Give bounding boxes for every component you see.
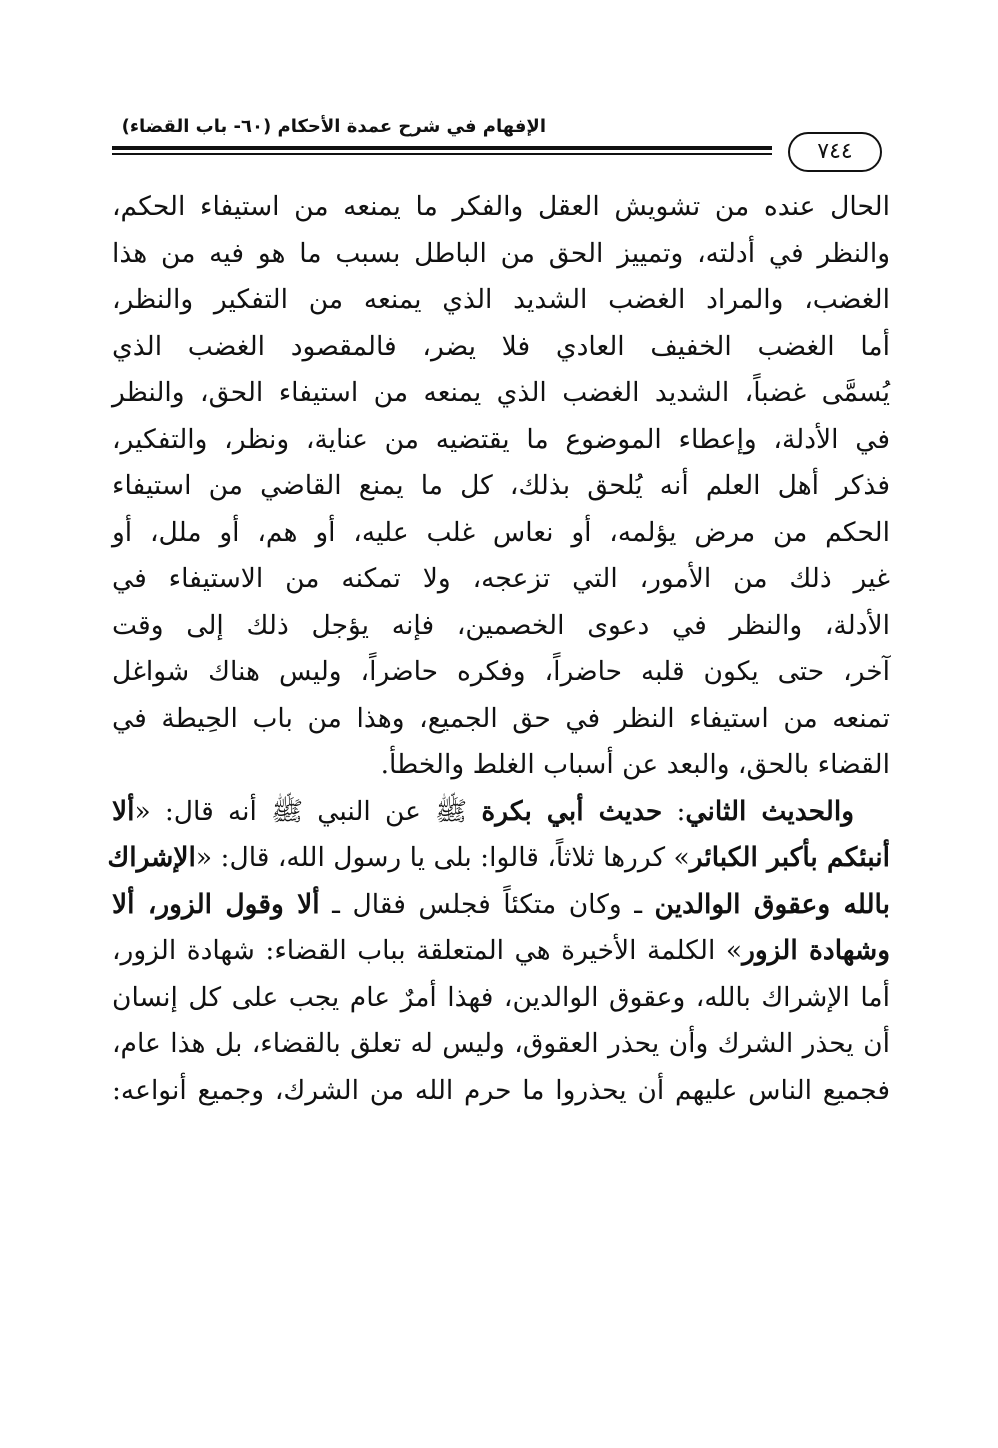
text-line: الغضب، والمراد الغضب الشديد الذي يمنعه من التفكير والنظر، — [112, 284, 890, 315]
text-line — [112, 928, 890, 975]
text-line — [112, 882, 890, 929]
text-segment: » كررها ثلاثاً، قالوا: بلى يا رسول الله، قال: « — [195, 842, 690, 873]
text-line: والنظر في أدلته، وتمييز الحق من الباطل بسبب ما هو فيه من هذا — [112, 237, 890, 269]
bold-text: ألا وقول الزور، ألا — [112, 888, 320, 920]
running-header — [112, 110, 890, 180]
text-segment: ﷺ عن النبي ﷺ أنه قال: « — [134, 795, 482, 827]
bold-text: وشهادة الزور — [742, 935, 890, 966]
text-line: الحال عنده من تشويش العقل والفكر ما يمنعه من استيفاء الحكم، — [112, 191, 890, 222]
bold-text: والحديث الثاني — [685, 795, 854, 827]
bold-text: حديث أبي بكرة — [481, 795, 663, 827]
text-line: غير ذلك من الأمور، التي تزعجه، ولا تمكنه من الاستيفاء في — [112, 563, 890, 594]
text-line: الحكم من مرض يؤلمه، أو نعاس غلب عليه، أو هم، أو ملل، أو — [112, 516, 890, 548]
text-line: الأدلة، والنظر في دعوى الخصمين، فإنه يؤجل ذلك إلى وقت — [112, 609, 890, 641]
text-line-hadith-intro — [112, 789, 890, 836]
text-line: القضاء بالحق، والبعد عن أسباب الغلط والخطأ. — [380, 749, 890, 780]
text-segment: ـ وكان متكئاً فجلس فقال ـ — [319, 888, 655, 920]
text-line: يُسمَّى غضباً، الشديد الغضب الذي يمنعه من استيفاء الحق، والنظر — [112, 377, 890, 408]
text-line: تمنعه من استيفاء النظر في حق الجميع، وهذا من باب الحِيطة في — [112, 702, 890, 734]
bold-text: ألا — [112, 795, 135, 827]
text-line: أما الإشراك بالله، وعقوق الوالدين، فهذا أمرٌ عام يجب على كل إنسان — [112, 981, 890, 1013]
text-line: آخر، حتى يكون قلبه حاضراً، وفكره حاضراً، وليس هناك شواغل — [112, 656, 890, 687]
text-segment: : — [662, 795, 686, 827]
header-title: الإفهام في شرح عمدة الأحكام (٦٠- باب القضاء) — [121, 116, 546, 137]
text-segment: » الكلمة الأخيرة هي المتعلقة بباب القضاء: شهادة الزور، — [112, 935, 743, 966]
body-text — [107, 184, 890, 1114]
text-line: أن يحذر الشرك وأن يحذر العقوق، وليس له تعلق بالقضاء، بل هذا عام، — [112, 1028, 890, 1059]
bold-text: الإشراك — [107, 842, 196, 873]
bold-text: بالله وعقوق الوالدين — [654, 888, 890, 920]
header-rule-thin — [112, 153, 772, 155]
text-line: أما الغضب الخفيف العادي فلا يضر، فالمقصود الغضب الذي — [112, 330, 890, 362]
page-number: ٧٤٤ — [788, 132, 882, 172]
text-line: فجميع الناس عليهم أن يحذروا ما حرم الله من الشرك، وجميع أنواعه: — [112, 1074, 890, 1106]
text-line: فذكر أهل العلم أنه يُلحق بذلك، كل ما يمنع القاضي من استيفاء — [112, 470, 890, 501]
bold-text: أنبئكم بأكبر الكبائر — [689, 842, 890, 873]
text-line — [107, 835, 890, 882]
header-rule-thick — [112, 146, 772, 150]
text-line: في الأدلة، وإعطاء الموضوع ما يقتضيه من عناية، ونظر، والتفكير، — [112, 423, 890, 455]
